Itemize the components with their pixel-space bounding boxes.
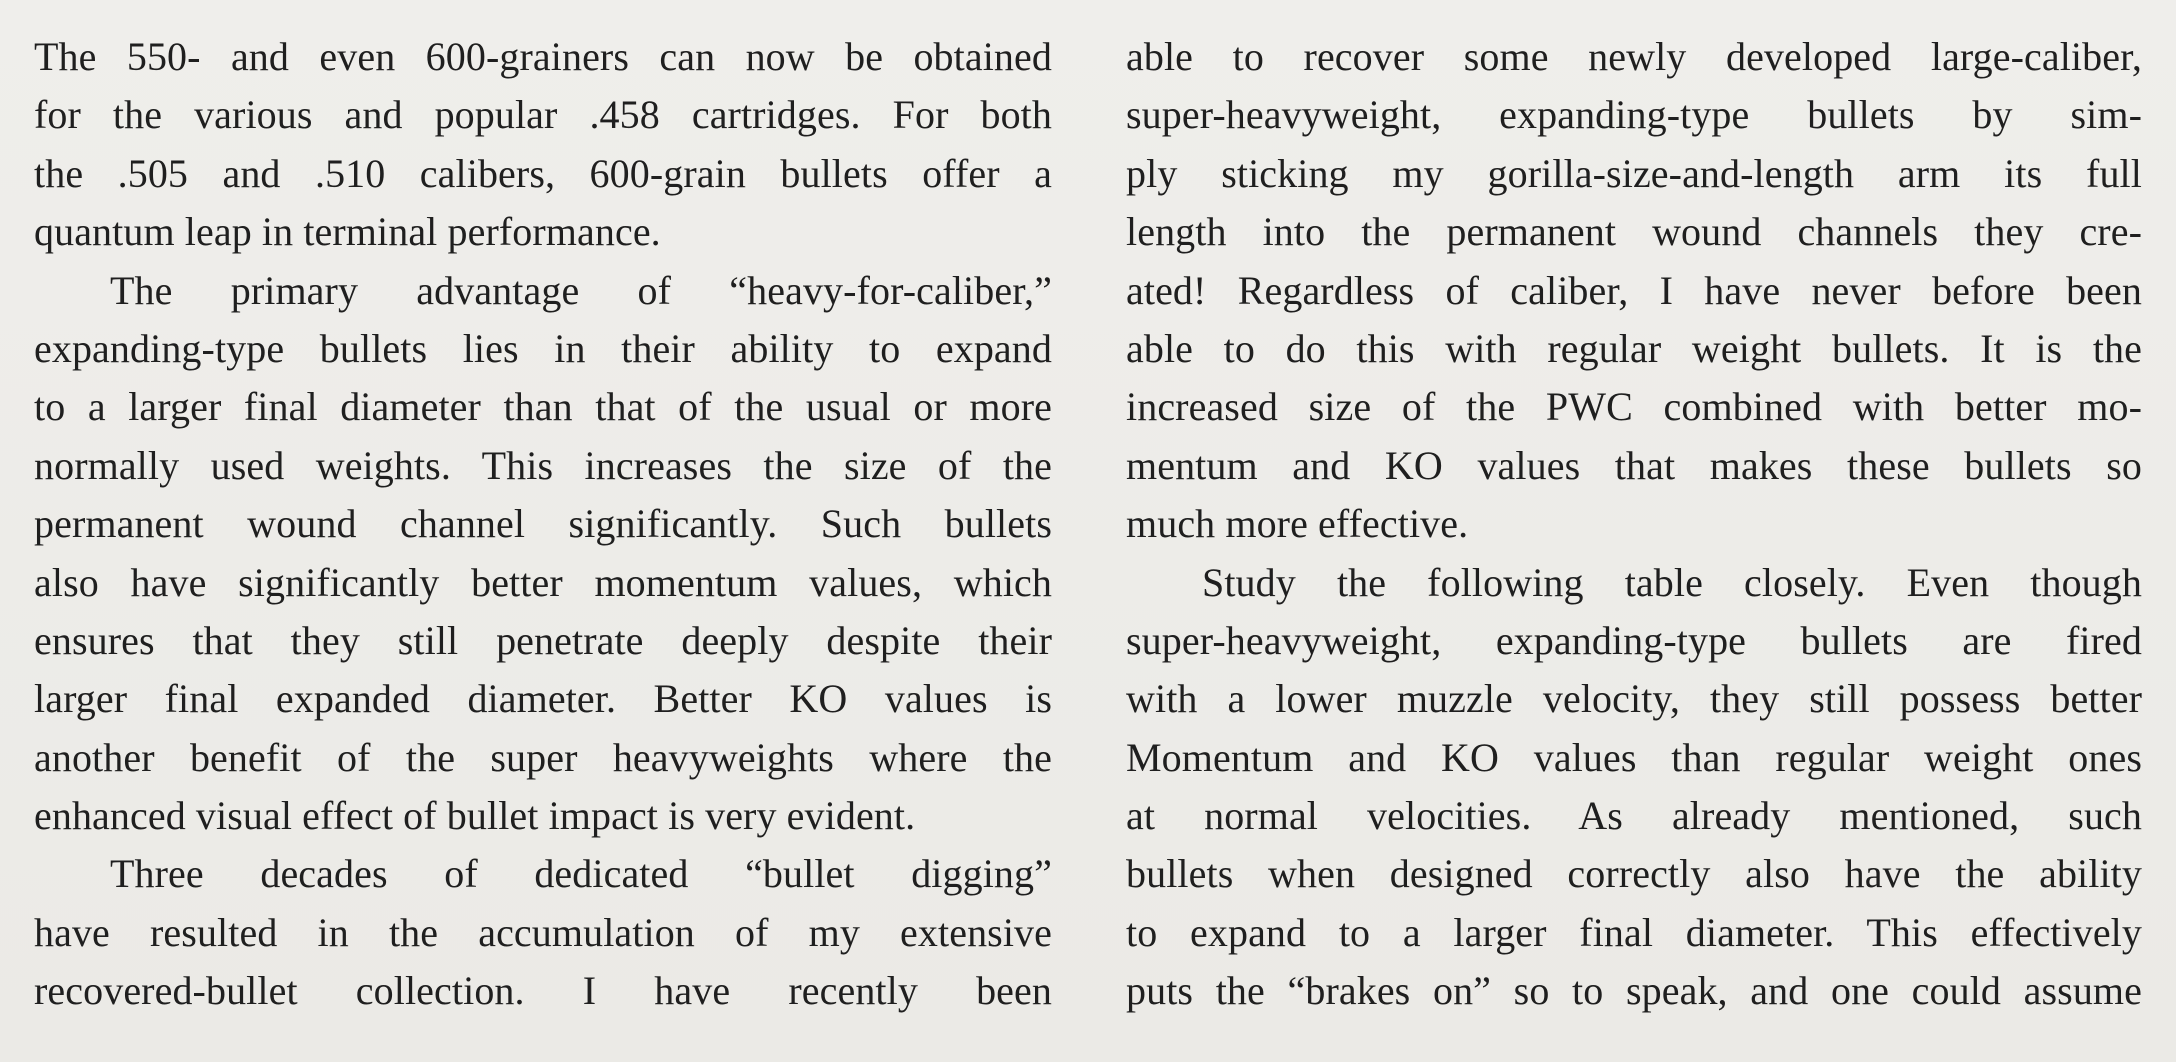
text-line: super-heavyweight, expanding-type bullets are fired: [1126, 617, 2142, 663]
text-line: ensures that they still penetrate deeply despite their: [34, 617, 1052, 663]
text-line: recovered-bullet collection. I have recently been: [34, 968, 1052, 1014]
text-line: have resulted in the accumulation of my extensive: [34, 909, 1052, 955]
text-line: normally used weights. This increases the size of the: [34, 442, 1052, 488]
text-line: to a larger final diameter than that of the usual or more: [34, 384, 1052, 430]
text-line: ply sticking my gorilla-size-and-length arm its full: [1126, 150, 2142, 196]
text-line: to expand to a larger final diameter. This effectively: [1126, 909, 2142, 955]
left-text-column: [34, 28, 1052, 1021]
text-line: also have significantly better momentum values, which: [34, 559, 1052, 605]
text-line: at normal velocities. As already mentioned, such: [1126, 793, 2142, 839]
text-line: expanding-type bullets lies in their ability to expand: [34, 325, 1052, 371]
text-line: enhanced visual effect of bullet impact is very evident.: [34, 793, 916, 839]
text-line: able to do this with regular weight bullets. It is the: [1126, 325, 2142, 371]
text-line: much more effective.: [1126, 501, 1469, 547]
text-line: larger final expanded diameter. Better KO values is: [34, 676, 1052, 722]
text-line: quantum leap in terminal performance.: [34, 209, 661, 255]
text-line: permanent wound channel significantly. Such bullets: [34, 501, 1052, 547]
text-line: able to recover some newly developed large-caliber,: [1126, 34, 2142, 79]
text-line: for the various and popular .458 cartridges. For both: [34, 92, 1052, 138]
text-line: puts the “brakes on” so to speak, and one could assume: [1126, 968, 2142, 1014]
text-line: The primary advantage of “heavy-for-caliber,”: [110, 267, 1052, 313]
right-text-column: [1126, 28, 2142, 1021]
text-line: another benefit of the super heavyweights where the: [34, 734, 1052, 780]
text-line: mentum and KO values that makes these bullets so: [1126, 442, 2142, 488]
text-line: super-heavyweight, expanding-type bullets by sim-: [1126, 92, 2142, 138]
text-line: Study the following table closely. Even though: [1202, 559, 2142, 605]
text-line: the .505 and .510 calibers, 600-grain bullets offer a: [34, 150, 1052, 196]
text-line: Momentum and KO values than regular weight ones: [1126, 734, 2142, 780]
text-line: length into the permanent wound channels they cre-: [1126, 209, 2142, 255]
text-line: The 550- and even 600-grainers can now be obtained: [34, 34, 1052, 79]
text-line: Three decades of dedicated “bullet digging”: [110, 851, 1052, 897]
text-line: bullets when designed correctly also have the ability: [1126, 851, 2142, 897]
text-line: increased size of the PWC combined with better mo-: [1126, 384, 2142, 430]
text-line: ated! Regardless of caliber, I have never before been: [1126, 267, 2142, 313]
text-line: with a lower muzzle velocity, they still possess better: [1126, 676, 2142, 722]
